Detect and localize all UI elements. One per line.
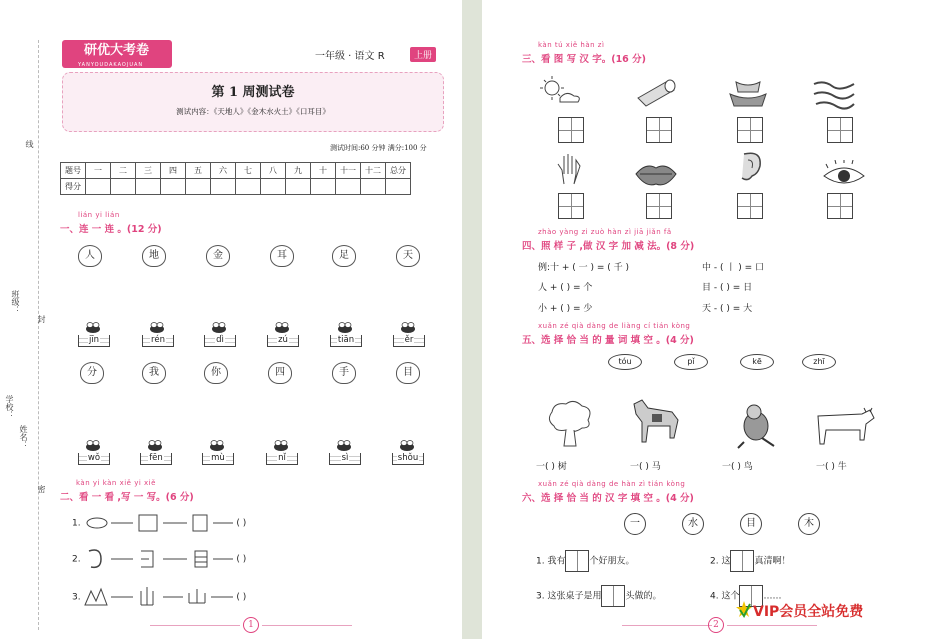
wood-icon: [634, 76, 678, 110]
bee-icon: [334, 322, 356, 334]
writing-grid[interactable]: [646, 117, 672, 143]
margin-label-mi: 密: [37, 485, 46, 493]
footer-line: [150, 625, 240, 626]
sec2-title: 二、看 一 看 ,写 一 写。(6 分): [60, 492, 194, 503]
answer-blank[interactable]: ( ): [236, 592, 247, 603]
measure-word-option[interactable]: zhī: [802, 354, 836, 370]
footer-line: [727, 625, 817, 626]
bee-icon: [270, 440, 292, 452]
score-table-header: [61, 163, 411, 179]
score-input[interactable]: [336, 179, 361, 195]
answer-blank[interactable]: ( ): [236, 518, 247, 529]
pinyin-box[interactable]: rén: [142, 335, 174, 347]
char-flower[interactable]: 足: [332, 245, 356, 267]
margin-label-class: 班级：: [11, 290, 20, 314]
score-input[interactable]: [361, 179, 386, 195]
grade-label: 一年级 · 语文 R: [315, 51, 385, 62]
pinyin-box[interactable]: ěr: [393, 335, 425, 347]
score-input[interactable]: [186, 179, 211, 195]
pinyin-box[interactable]: fēn: [140, 453, 172, 465]
ear-evolution-icon: [83, 547, 233, 571]
score-input[interactable]: [211, 179, 236, 195]
score-cell: 十: [311, 163, 336, 179]
bee-icon: [397, 322, 419, 334]
pinyin-box[interactable]: jīn: [78, 335, 110, 347]
writing-grid[interactable]: [558, 193, 584, 219]
score-input[interactable]: [111, 179, 136, 195]
brand-logo-sub: YANYOUDAKAOJUAN: [78, 62, 144, 68]
answer-blank[interactable]: ( ): [236, 554, 247, 565]
binding-line: [38, 40, 39, 630]
bee-icon: [333, 440, 355, 452]
bee-icon: [396, 440, 418, 452]
measure-word-option[interactable]: tóu: [608, 354, 642, 370]
math-line[interactable]: 人 + ( ) = 个: [538, 283, 593, 293]
score-cell: 二: [111, 163, 136, 179]
score-cell: 四: [161, 163, 186, 179]
question-text: 3. 这张桌子是用: [536, 591, 602, 602]
score-input[interactable]: [311, 179, 336, 195]
brand-logo: 研优大考卷: [62, 40, 172, 68]
question-text: 头做的。: [625, 591, 662, 602]
page-number: 2: [708, 617, 724, 633]
char-flower[interactable]: 分: [80, 362, 104, 384]
char-flower[interactable]: 手: [332, 362, 356, 384]
sec4-title: 四、照 样 子 ,做 汉 字 加 减 法。(8 分): [522, 241, 695, 252]
margin-label-name: 姓名：: [19, 425, 28, 449]
time-info: 测试时间:60 分钟 满分:100 分: [330, 144, 427, 152]
sec1-pinyin: lián yi lián: [78, 211, 120, 219]
score-cell: 七: [236, 163, 261, 179]
page-gutter: [462, 0, 482, 639]
char-flower[interactable]: 金: [206, 245, 230, 267]
score-input[interactable]: [136, 179, 161, 195]
bee-icon: [208, 322, 230, 334]
bee-icon: [206, 440, 228, 452]
answer-box[interactable]: [730, 550, 754, 572]
fill-question-3: [536, 585, 661, 607]
score-cell: 九: [286, 163, 311, 179]
score-input[interactable]: [161, 179, 186, 195]
question-text: 真清啊！: [754, 556, 791, 567]
score-input[interactable]: [236, 179, 261, 195]
writing-grid[interactable]: [827, 117, 853, 143]
water-icon: [812, 76, 856, 110]
score-cell: 十一: [336, 163, 361, 179]
score-input[interactable]: [261, 179, 286, 195]
question-text: 个好朋友。: [589, 556, 635, 567]
score-table: [60, 162, 411, 195]
horse-icon: [628, 398, 686, 450]
sec1-title: 一、连 一 连 。(12 分): [60, 224, 162, 235]
margin-label-xian: 线: [25, 140, 34, 148]
score-table-row: [61, 179, 411, 195]
char-flower[interactable]: 目: [396, 362, 420, 384]
pinyin-box[interactable]: shǒu: [392, 453, 424, 465]
math-line[interactable]: 目 - ( ) = 日: [702, 283, 753, 293]
right-page: [482, 0, 937, 639]
math-line[interactable]: 小 + ( ) = 少: [538, 304, 593, 314]
mouth-evolution-icon: [83, 512, 233, 534]
writing-grid[interactable]: [737, 117, 763, 143]
eye-icon: [822, 160, 866, 194]
char-flower[interactable]: 你: [204, 362, 228, 384]
math-line: 中 - ( 丨 ) = 口: [702, 263, 764, 273]
char-flower[interactable]: 天: [396, 245, 420, 267]
score-cell: 三: [136, 163, 161, 179]
title-box: [62, 72, 444, 132]
writing-grid[interactable]: [646, 193, 672, 219]
footer-line: [262, 625, 352, 626]
margin-label-feng: 封: [37, 315, 46, 323]
sec2-pinyin: kàn yi kàn xiě yi xiě: [76, 479, 156, 487]
writing-grid[interactable]: [558, 117, 584, 143]
sec5-pinyin: xuǎn zé qià dàng de liàng cí tián kòng: [538, 322, 691, 330]
sec5-title: 五、选 择 恰 当 的 量 词 填 空 。(4 分): [522, 335, 694, 346]
char-flower[interactable]: 我: [142, 362, 166, 384]
score-input[interactable]: [386, 179, 411, 195]
tree-icon: [544, 400, 596, 448]
char-flower[interactable]: 耳: [270, 245, 294, 267]
measure-word-option[interactable]: pǐ: [674, 354, 708, 370]
char-flower[interactable]: 四: [268, 362, 292, 384]
pinyin-box[interactable]: wǒ: [78, 453, 110, 465]
pinyin-box[interactable]: zú: [267, 335, 299, 347]
test-content: 测试内容：《天地人》《金木水火土》《口耳目》: [176, 107, 330, 116]
sec3-title: 三、看 图 写 汉 字。(16 分): [522, 54, 646, 65]
sec3-pinyin: kàn tú xiě hàn zì: [538, 41, 605, 49]
watermark-text: VIP会员全站免费: [753, 604, 864, 620]
pinyin-box[interactable]: tiān: [330, 335, 362, 347]
bee-icon: [82, 440, 104, 452]
math-example: 例:十 + ( 一 ) = ( 千 ): [538, 263, 630, 273]
writing-grid[interactable]: [827, 193, 853, 219]
answer-box[interactable]: [601, 585, 625, 607]
score-row-label: 得分: [61, 179, 86, 195]
page-number: 1: [243, 617, 259, 633]
question-text: ……: [763, 591, 782, 602]
char-option[interactable]: 水: [682, 513, 704, 535]
fill-question-1: [536, 550, 634, 572]
footer-line: [622, 625, 712, 626]
item-number: 3.: [72, 592, 81, 603]
char-option[interactable]: 目: [740, 513, 762, 535]
volume-badge: 上册: [410, 47, 436, 62]
evolution-row-3: [72, 585, 246, 609]
measure-word-option[interactable]: kē: [740, 354, 774, 370]
answer-box[interactable]: [565, 550, 589, 572]
pinyin-box[interactable]: sì: [329, 453, 361, 465]
cow-icon: [814, 406, 876, 452]
item-number: 1.: [72, 518, 81, 529]
sec6-pinyin: xuǎn zé qià dàng de hàn zì tián kòng: [538, 480, 686, 488]
measure-blank[interactable]: 一( ) 鸟: [722, 462, 753, 472]
char-flower[interactable]: 人: [78, 245, 102, 267]
bee-icon: [144, 440, 166, 452]
pinyin-box[interactable]: nǐ: [266, 453, 298, 465]
question-text: 4. 这个: [710, 591, 740, 602]
sun-icon: [538, 74, 582, 108]
measure-blank[interactable]: 一( ) 马: [630, 462, 661, 472]
score-cell: 六: [211, 163, 236, 179]
evolution-row-2: [72, 547, 246, 571]
bird-icon: [734, 402, 780, 450]
score-input[interactable]: [286, 179, 311, 195]
score-cell: 五: [186, 163, 211, 179]
score-cell: 八: [261, 163, 286, 179]
writing-grid[interactable]: [737, 193, 763, 219]
question-text: 1. 我有: [536, 556, 566, 567]
score-cell: 题号: [61, 163, 86, 179]
math-line[interactable]: 天 - ( ) = 大: [702, 304, 753, 314]
question-text: 2. 这: [710, 556, 731, 567]
pinyin-box[interactable]: dì: [204, 335, 236, 347]
bee-icon: [82, 322, 104, 334]
bee-icon: [271, 322, 293, 334]
score-cell: 总分: [386, 163, 411, 179]
score-input[interactable]: [86, 179, 111, 195]
sec6-title: 六、选 择 恰 当 的 汉 字 填 空 。(4 分): [522, 493, 694, 504]
char-option[interactable]: 一: [624, 513, 646, 535]
char-option[interactable]: 木: [798, 513, 820, 535]
star-icon: [736, 600, 752, 618]
item-number: 2.: [72, 554, 81, 565]
mountain-evolution-icon: [83, 585, 233, 609]
sec4-pinyin: zhào yàng zi zuò hàn zì jiā jiǎn fǎ: [538, 228, 672, 236]
bee-icon: [146, 322, 168, 334]
left-page: [0, 0, 462, 639]
measure-blank[interactable]: 一( ) 树: [536, 462, 567, 472]
page-title: 第 1 周测试卷: [211, 85, 295, 100]
char-flower[interactable]: 地: [142, 245, 166, 267]
evolution-row-1: [72, 512, 246, 534]
gold-icon: [726, 76, 770, 110]
ear-icon: [730, 150, 774, 184]
fill-question-2: [710, 550, 790, 572]
hand-icon: [548, 152, 592, 186]
mouth-icon: [634, 158, 678, 192]
score-cell: 一: [86, 163, 111, 179]
measure-blank[interactable]: 一( ) 牛: [816, 462, 847, 472]
score-cell: 十二: [361, 163, 386, 179]
margin-label-school: 学校：: [5, 395, 14, 419]
pinyin-box[interactable]: mù: [202, 453, 234, 465]
